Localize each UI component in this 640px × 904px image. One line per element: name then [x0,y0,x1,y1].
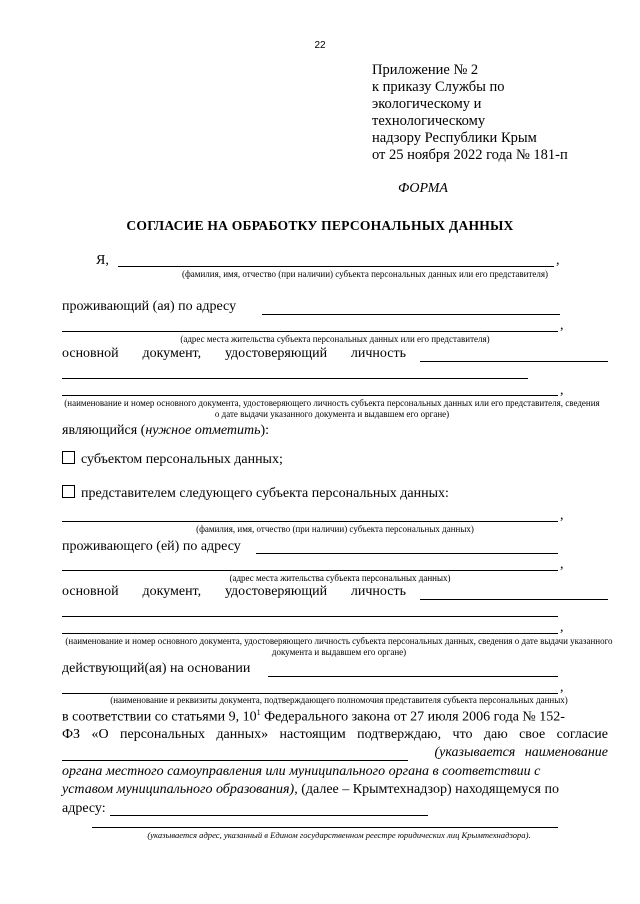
address-field[interactable] [262,314,560,315]
law-word: настоящим [279,727,346,742]
law-line-1 [62,708,608,726]
doc2-field[interactable] [420,599,608,600]
acting-label: действующий(ая) на основании [62,661,251,676]
law-word: свое [519,727,546,742]
law-text-4: , (далее – Крымтехнадзор) находящемуся по [294,782,559,797]
appendix-line: надзору Республики Крым [372,130,537,146]
law-word: подтверждаю, [357,727,442,742]
law-word: ФЗ [62,727,81,742]
fio2-field[interactable] [62,521,558,522]
doc-word: основной [62,584,119,599]
address2-field[interactable] [256,553,558,554]
option-rep-label: представителем следующего субъекта персональных данных: [81,486,449,501]
doc2-label [62,584,406,600]
caption-final-text: (указывается адрес, указанный в Едином государственном реестре юридических лиц Крымтехнадзора) [147,830,529,840]
law-line-4 [62,782,608,798]
law-word: даю [483,727,508,742]
fio-field[interactable] [118,266,554,267]
caption-doc: (наименование и номер основного документа, удостоверяющего личность субъекта персональных данных или его представителя, сведения о дате выдачи указанного документа и выдавшем его органе) [64,398,600,419]
caption-fio: (фамилия, имя, отчество (при наличии) субъекта персональных данных или его представителя) [181,269,549,279]
doc-word: личность [350,346,406,361]
law-superscript: 1 [256,708,261,717]
law-italic-2: органа местного самоуправления или муниципального органа в соответствии с [62,764,541,779]
law-line-2 [62,727,608,743]
address-field-2[interactable] [62,331,558,332]
organ-address-field[interactable] [110,815,428,816]
option-representative[interactable] [62,485,449,502]
comma: , [560,620,564,635]
comma: , [560,557,564,572]
caption-authority: (наименование и реквизиты документа, подтверждающего полномочия представителя субъекта персональных данных) [110,695,568,705]
caption-final [62,830,616,840]
doc-word: документ, [142,346,202,361]
option-subject-label: субъектом персональных данных; [81,452,283,467]
law-word: согласие [556,727,608,742]
appendix-line: технологическому [372,113,486,129]
doc-field-2[interactable] [62,378,528,379]
doc-word: удостоверяющий [224,584,328,599]
caption-address2: (адрес места жительства субъекта персональных данных) [229,573,451,583]
form-label: ФОРМА [398,181,448,196]
law-italic-1: (указывается наименование [434,745,608,760]
law-word: что [452,727,473,742]
checkbox-subject[interactable] [62,451,75,464]
doc-field[interactable] [420,361,608,362]
comma: , [560,383,564,398]
living-label: проживающий (ая) по адресу [62,299,237,314]
authority-field[interactable] [268,676,558,677]
address2-field-2[interactable] [62,570,558,571]
caption-doc2: (наименование и номер основного документа, удостоверяющего личность субъекта персональных данных, сведения о дате выдачи указанного документа и выдавшем его органе) [65,636,613,657]
comma: , [560,680,564,695]
organ-field[interactable] [62,760,408,761]
organ-address-field-2[interactable] [92,827,558,828]
appendix-line: Приложение № 2 [372,62,479,78]
comma: , [556,253,560,268]
law-italic-3: уставом муниципального образования) [62,782,295,797]
law-word: данных» [216,727,269,742]
being-end: ): [260,423,270,438]
authority-field-2[interactable] [62,693,558,694]
caption-fio2: (фамилия, имя, отчество (при наличии) субъекта персональных данных) [196,524,474,534]
address-label: адресу: [62,801,106,816]
comma: , [560,508,564,523]
being-note: нужное отметить [145,423,261,438]
document-title: СОГЛАСИЕ НА ОБРАБОТКУ ПЕРСОНАЛЬНЫХ ДАННЫХ [126,218,514,233]
law-word: персональных [119,727,206,742]
ya-label: Я, [96,253,109,268]
doc-field-3[interactable] [62,395,558,396]
law-text-b: Федерального закона от 27 июля 2006 года № 152- [260,709,565,725]
page-number: 22 [314,40,326,51]
option-subject[interactable] [62,451,283,468]
appendix-line: от 25 ноября 2022 года № 181-п [372,147,568,163]
doc2-field-2[interactable] [62,616,558,617]
doc2-field-3[interactable] [62,633,558,634]
living2-label: проживающего (ей) по адресу [62,539,241,554]
being-text: являющийся ( [62,423,146,438]
appendix-block [372,62,568,164]
doc-word: личность [350,584,406,599]
caption-address: (адрес места жительства субъекта персональных данных или его представителя) [180,334,490,344]
comma: , [560,318,564,333]
doc-word: основной [62,346,119,361]
being-label [62,423,269,439]
law-word: «О [91,727,109,742]
appendix-line: к приказу Службы по [372,79,505,95]
checkbox-representative[interactable] [62,485,75,498]
doc-label [62,346,406,362]
law-text-a: в соответствии со статьями 9, 10 [62,709,257,725]
caption-final-end: . [528,830,531,840]
appendix-line: экологическому и [372,96,482,112]
doc-word: удостоверяющий [224,346,328,361]
doc-word: документ, [142,584,202,599]
